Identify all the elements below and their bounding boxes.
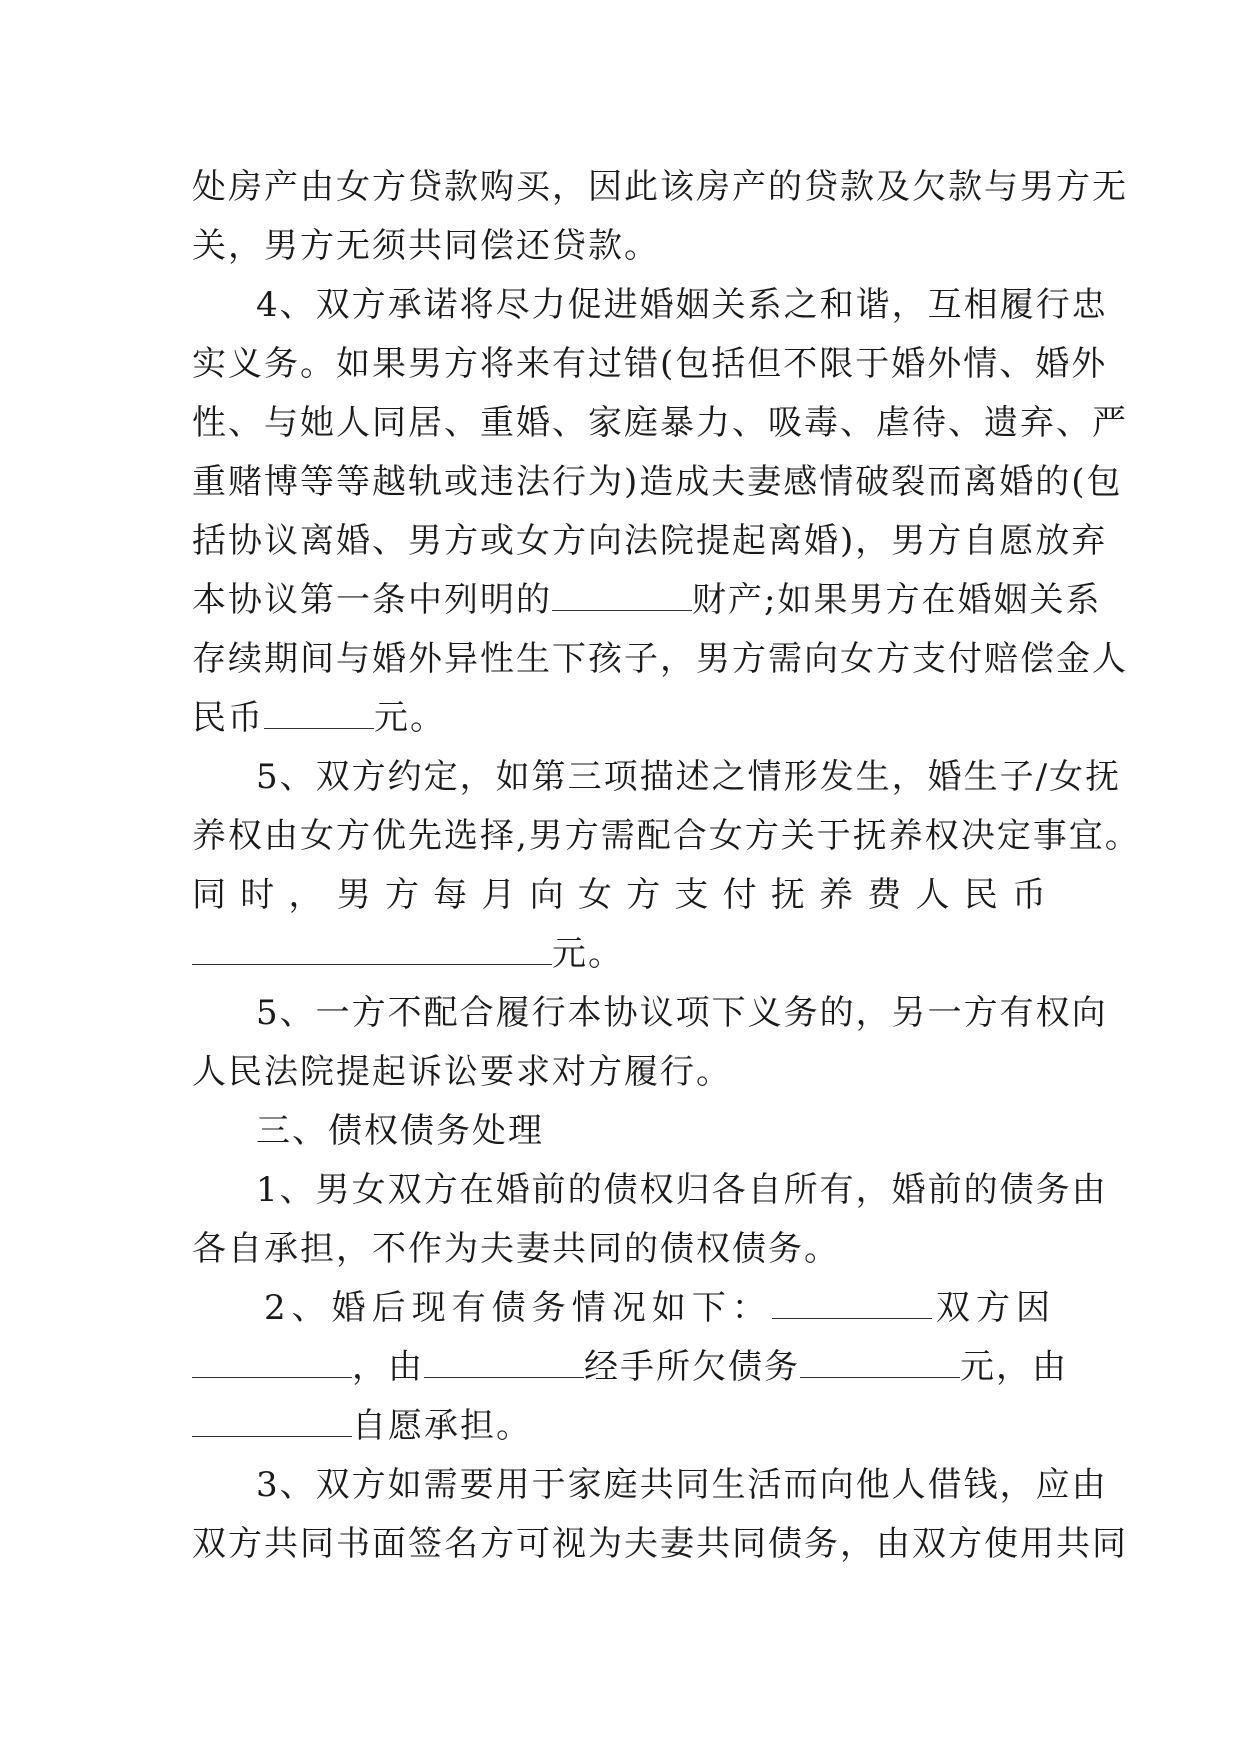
text-line: 性、与她人同居、重婚、家庭暴力、吸毒、虐待、遗弃、严 bbox=[192, 403, 1128, 443]
text-segment: 自愿承担。 bbox=[352, 1406, 532, 1446]
text-segment: 双方因 bbox=[931, 1288, 1053, 1328]
text-line: 各自承担，不作为夫妻共同的债权债务。 bbox=[192, 1229, 840, 1269]
text-segment: 元。 bbox=[374, 698, 446, 738]
section-heading: 三、债权债务处理 bbox=[256, 1111, 544, 1151]
text-line: 存续期间与婚外异性生下孩子，男方需向女方支付赔偿金人 bbox=[192, 639, 1128, 679]
fill-in-blank bbox=[552, 576, 692, 611]
text-line bbox=[192, 571, 1102, 630]
text-segment: ，由 bbox=[352, 1347, 424, 1387]
text-segment: 本协议第一条中列明的 bbox=[192, 580, 552, 620]
text-line: 括协议离婚、男方或女方向法院提起离婚)，男方自愿放弃 bbox=[192, 521, 1108, 561]
text-line: 人民法院提起诉讼要求对方履行。 bbox=[192, 1052, 732, 1092]
text-segment: 2、婚后现有债务情况如下： bbox=[264, 1288, 772, 1328]
fill-in-blank bbox=[424, 1343, 584, 1378]
text-line: 实义务。如果男方将来有过错(包括但不限于婚外情、婚外 bbox=[192, 344, 1108, 384]
text-line: 养权由女方优先选择,男方需配合女方关于抚养权决定事宜。 bbox=[192, 816, 1141, 856]
text-segment: 经手所欠债务 bbox=[584, 1347, 800, 1387]
fill-in-blank bbox=[192, 1343, 352, 1378]
text-line bbox=[192, 1279, 1052, 1338]
fill-in-blank bbox=[264, 694, 374, 729]
text-line: 5、一方不配合履行本协议项下义务的，另一方有权向 bbox=[256, 993, 1108, 1033]
text-line: 重赌博等等越轨或违法行为)造成夫妻感情破裂而离婚的(包 bbox=[192, 462, 1123, 502]
text-line bbox=[192, 689, 1052, 748]
text-line: 4、双方承诺将尽力促进婚姻关系之和谐，互相履行忠 bbox=[256, 285, 1108, 325]
text-line: 5、双方约定，如第三项描述之情形发生，婚生子/女抚 bbox=[256, 757, 1122, 797]
text-line bbox=[192, 925, 1052, 984]
fill-in-blank bbox=[772, 1284, 932, 1319]
text-line: 同时，男方每月向女方支付抚养费人民币 bbox=[192, 875, 1052, 915]
text-segment: 元，由 bbox=[960, 1347, 1068, 1387]
text-line bbox=[192, 1397, 1052, 1456]
text-line: 关，男方无须共同偿还贷款。 bbox=[192, 226, 660, 266]
text-segment: 元。 bbox=[552, 934, 624, 974]
fill-in-blank bbox=[192, 930, 552, 965]
text-segment: 民币 bbox=[192, 698, 264, 738]
text-line bbox=[192, 1338, 1068, 1397]
text-line: 1、男女双方在婚前的债权归各自所有，婚前的债务由 bbox=[256, 1170, 1108, 1210]
fill-in-blank bbox=[800, 1343, 960, 1378]
text-line: 双方共同书面签名方可视为夫妻共同债务，由双方使用共同 bbox=[192, 1524, 1128, 1564]
fill-in-blank bbox=[192, 1402, 352, 1437]
text-line: 处房产由女方贷款购买，因此该房产的贷款及欠款与男方无 bbox=[192, 167, 1128, 207]
document-page bbox=[192, 158, 1141, 1574]
text-line: 3、双方如需要用于家庭共同生活而向他人借钱，应由 bbox=[256, 1465, 1108, 1505]
text-segment: 财产;如果男方在婚姻关系 bbox=[692, 580, 1102, 620]
